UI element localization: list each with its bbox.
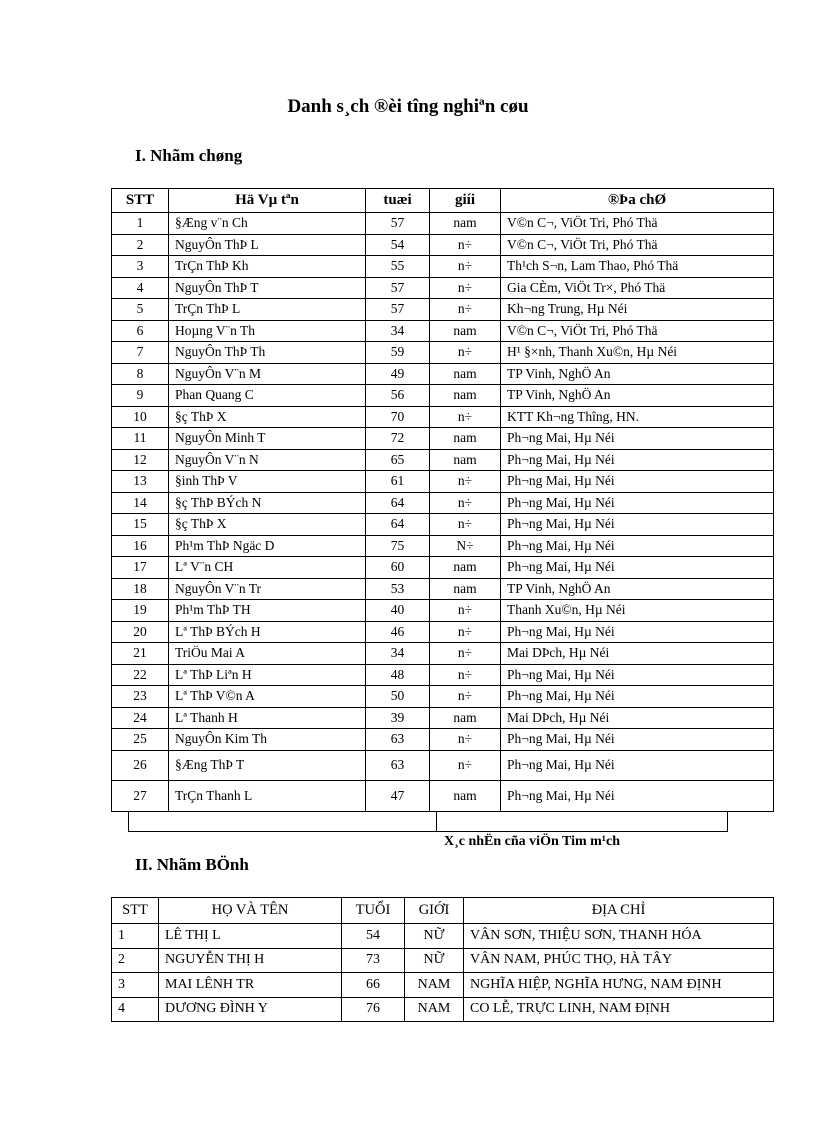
table-row (112, 600, 774, 622)
cell-name: Lª ThÞ V©n A (169, 686, 366, 708)
cell-name: Ph¹m ThÞ Ngäc D (169, 535, 366, 557)
cell-gender: n÷ (430, 342, 501, 364)
table-row (112, 578, 774, 600)
page-title: Danh s¸ch ®èi tîng nghiªn cøu (287, 96, 529, 117)
cell-name: NguyÔn Kim Th (169, 729, 366, 751)
cell-age: 47 (366, 780, 430, 811)
table-row (112, 492, 774, 514)
header-stt: STT (112, 189, 169, 213)
cell-address: Ph¬ng Mai, Hµ Néi (501, 492, 774, 514)
cell-gender: nam (430, 213, 501, 235)
cell-address: Ph¬ng Mai, Hµ Néi (501, 428, 774, 450)
cell-name: Ph¹m ThÞ TH (169, 600, 366, 622)
cell-stt: 24 (112, 707, 169, 729)
cell-stt: 1 (112, 213, 169, 235)
cell-age: 70 (366, 406, 430, 428)
control-group-table (111, 188, 774, 812)
cell-stt: 5 (112, 299, 169, 321)
cell-age: 54 (342, 924, 405, 949)
cell-address: Ph¬ng Mai, Hµ Néi (501, 750, 774, 780)
table-row (112, 256, 774, 278)
cell-gender: n÷ (430, 729, 501, 751)
cell-age: 50 (366, 686, 430, 708)
cell-address: Ph¬ng Mai, Hµ Néi (501, 514, 774, 536)
section-2-heading: II. Nhãm BÖnh (135, 855, 249, 874)
cell-name: §ç ThÞ X (169, 406, 366, 428)
cell-gender: NAM (405, 997, 464, 1022)
cell-age: 34 (366, 643, 430, 665)
cell-gender: nam (430, 428, 501, 450)
cell-gender: nam (430, 320, 501, 342)
cell-age: 46 (366, 621, 430, 643)
cell-address: NGHĨA HIỆP, NGHĨA HƯNG, NAM ĐỊNH (464, 973, 774, 998)
cell-name: Hoµng V¨n Th (169, 320, 366, 342)
cell-address: Thanh Xu©n, Hµ Néi (501, 600, 774, 622)
cell-address: V©n C¬, ViÖt Tri, Phó Thä (501, 320, 774, 342)
cell-address: Ph¬ng Mai, Hµ Néi (501, 729, 774, 751)
cell-age: 72 (366, 428, 430, 450)
table-row (112, 621, 774, 643)
cell-name: Lª V¨n CH (169, 557, 366, 579)
cell-stt: 3 (112, 256, 169, 278)
header-age: tuæi (366, 189, 430, 213)
table-row (112, 750, 774, 780)
patient-group-table (111, 897, 774, 1022)
cell-stt: 27 (112, 780, 169, 811)
cell-gender: n÷ (430, 514, 501, 536)
cell-gender: nam (430, 578, 501, 600)
cell-name: NguyÔn V¨n N (169, 449, 366, 471)
table-row (112, 449, 774, 471)
cell-address: Ph¬ng Mai, Hµ Néi (501, 621, 774, 643)
table-header-row (112, 898, 774, 924)
table-row (112, 780, 774, 811)
cell-stt: 8 (112, 363, 169, 385)
table-row (112, 363, 774, 385)
cell-name: Lª Thanh H (169, 707, 366, 729)
cell-stt: 6 (112, 320, 169, 342)
cell-age: 56 (366, 385, 430, 407)
cell-gender: NỮ (405, 924, 464, 949)
cell-name: MAI LÊNH TR (159, 973, 342, 998)
cell-address: V©n C¬, ViÖt Tri, Phó Thä (501, 213, 774, 235)
cell-age: 63 (366, 750, 430, 780)
cell-name: DƯƠNG ĐÌNH Y (159, 997, 342, 1022)
cell-stt: 3 (112, 973, 159, 998)
cell-gender: nam (430, 557, 501, 579)
cell-age: 65 (366, 449, 430, 471)
cell-stt: 7 (112, 342, 169, 364)
cell-stt: 11 (112, 428, 169, 450)
cell-age: 54 (366, 234, 430, 256)
table-row (112, 514, 774, 536)
cell-age: 64 (366, 492, 430, 514)
table-row (112, 471, 774, 493)
cell-age: 73 (342, 948, 405, 973)
cell-address: Th¹ch S¬n, Lam Thao, Phó Thä (501, 256, 774, 278)
cell-age: 63 (366, 729, 430, 751)
cell-address: VÂN NAM, PHÚC THỌ, HÀ TÂY (464, 948, 774, 973)
cell-name: §Æng ThÞ T (169, 750, 366, 780)
cell-age: 49 (366, 363, 430, 385)
cell-stt: 2 (112, 948, 159, 973)
cell-address: Ph¬ng Mai, Hµ Néi (501, 780, 774, 811)
cell-stt: 1 (112, 924, 159, 949)
cell-age: 59 (366, 342, 430, 364)
cell-name: NguyÔn ThÞ T (169, 277, 366, 299)
bracket-divider (436, 811, 437, 831)
cell-gender: n÷ (430, 600, 501, 622)
cell-gender: NAM (405, 973, 464, 998)
confirmation-bracket (128, 811, 728, 832)
header-address: ®Þa chØ (501, 189, 774, 213)
table-row (112, 535, 774, 557)
header-name: HỌ VÀ TÊN (159, 898, 342, 924)
cell-name: §inh ThÞ V (169, 471, 366, 493)
cell-address: Ph¬ng Mai, Hµ Néi (501, 664, 774, 686)
cell-stt: 2 (112, 234, 169, 256)
header-gender: giíi (430, 189, 501, 213)
cell-gender: n÷ (430, 471, 501, 493)
cell-gender: nam (430, 363, 501, 385)
table-header-row (112, 189, 774, 213)
cell-age: 60 (366, 557, 430, 579)
cell-stt: 9 (112, 385, 169, 407)
cell-address: TP Vinh, NghÖ An (501, 578, 774, 600)
table-row (112, 997, 774, 1022)
table-row (112, 406, 774, 428)
cell-name: NguyÔn ThÞ Th (169, 342, 366, 364)
cell-gender: NỮ (405, 948, 464, 973)
cell-age: 39 (366, 707, 430, 729)
table-row (112, 707, 774, 729)
cell-age: 34 (366, 320, 430, 342)
cell-address: Gia CÈm, ViÖt Tr×, Phó Thä (501, 277, 774, 299)
table-row (112, 924, 774, 949)
cell-stt: 17 (112, 557, 169, 579)
cell-gender: n÷ (430, 750, 501, 780)
cell-stt: 25 (112, 729, 169, 751)
cell-name: NguyÔn V¨n Tr (169, 578, 366, 600)
cell-address: V©n C¬, ViÖt Tri, Phó Thä (501, 234, 774, 256)
cell-name: TriÖu Mai A (169, 643, 366, 665)
cell-name: §Æng v¨n Ch (169, 213, 366, 235)
table-row (112, 557, 774, 579)
cell-age: 75 (366, 535, 430, 557)
header-age: TUỔI (342, 898, 405, 924)
cell-address: Ph¬ng Mai, Hµ Néi (501, 449, 774, 471)
cell-stt: 10 (112, 406, 169, 428)
table-row (112, 729, 774, 751)
cell-gender: nam (430, 385, 501, 407)
cell-age: 48 (366, 664, 430, 686)
cell-age: 57 (366, 213, 430, 235)
cell-age: 64 (366, 514, 430, 536)
table-row (112, 385, 774, 407)
cell-address: CO LỄ, TRỰC LINH, NAM ĐỊNH (464, 997, 774, 1022)
cell-address: KTT Kh¬ng Thîng, HN. (501, 406, 774, 428)
cell-address: Mai DÞch, Hµ Néi (501, 707, 774, 729)
table-row (112, 643, 774, 665)
cell-name: Lª ThÞ Liªn H (169, 664, 366, 686)
cell-address: Ph¬ng Mai, Hµ Néi (501, 686, 774, 708)
cell-name: TrÇn ThÞ L (169, 299, 366, 321)
cell-stt: 4 (112, 277, 169, 299)
cell-name: Lª ThÞ BÝch H (169, 621, 366, 643)
cell-stt: 13 (112, 471, 169, 493)
table-row (112, 234, 774, 256)
cell-gender: n÷ (430, 277, 501, 299)
cell-address: H¹ §×nh, Thanh Xu©n, Hµ Néi (501, 342, 774, 364)
header-name: Hä Vµ tªn (169, 189, 366, 213)
cell-name: Phan Quang C (169, 385, 366, 407)
table-row (112, 686, 774, 708)
cell-gender: nam (430, 707, 501, 729)
cell-gender: n÷ (430, 664, 501, 686)
cell-stt: 18 (112, 578, 169, 600)
cell-gender: nam (430, 449, 501, 471)
cell-gender: n÷ (430, 686, 501, 708)
cell-address: VÂN SƠN, THIỆU SƠN, THANH HÓA (464, 924, 774, 949)
cell-address: Mai DÞch, Hµ Néi (501, 643, 774, 665)
table-row (112, 342, 774, 364)
cell-age: 66 (342, 973, 405, 998)
table-row (112, 948, 774, 973)
cell-gender: n÷ (430, 621, 501, 643)
cell-name: §ç ThÞ X (169, 514, 366, 536)
cell-gender: n÷ (430, 256, 501, 278)
table-row (112, 299, 774, 321)
cell-age: 57 (366, 277, 430, 299)
cell-age: 57 (366, 299, 430, 321)
cell-stt: 21 (112, 643, 169, 665)
cell-stt: 4 (112, 997, 159, 1022)
cell-gender: n÷ (430, 299, 501, 321)
header-address: ĐỊA CHỈ (464, 898, 774, 924)
cell-stt: 14 (112, 492, 169, 514)
cell-age: 76 (342, 997, 405, 1022)
cell-address: TP Vinh, NghÖ An (501, 363, 774, 385)
cell-age: 40 (366, 600, 430, 622)
cell-name: TrÇn Thanh L (169, 780, 366, 811)
header-stt: STT (112, 898, 159, 924)
cell-name: NguyÔn ThÞ L (169, 234, 366, 256)
cell-address: TP Vinh, NghÖ An (501, 385, 774, 407)
cell-address: Ph¬ng Mai, Hµ Néi (501, 535, 774, 557)
confirmation-note: X¸c nhËn cña viÖn Tim m¹ch (444, 834, 620, 849)
cell-name: LÊ THỊ L (159, 924, 342, 949)
table-row (112, 277, 774, 299)
cell-gender: n÷ (430, 234, 501, 256)
cell-age: 55 (366, 256, 430, 278)
cell-age: 61 (366, 471, 430, 493)
cell-gender: n÷ (430, 492, 501, 514)
cell-stt: 16 (112, 535, 169, 557)
cell-gender: n÷ (430, 406, 501, 428)
table-row (112, 213, 774, 235)
cell-stt: 15 (112, 514, 169, 536)
cell-address: Kh¬ng Trung, Hµ Néi (501, 299, 774, 321)
cell-name: NguyÔn V¨n M (169, 363, 366, 385)
table-row (112, 428, 774, 450)
cell-stt: 12 (112, 449, 169, 471)
cell-stt: 19 (112, 600, 169, 622)
cell-name: §ç ThÞ BÝch N (169, 492, 366, 514)
cell-name: NGUYỄN THỊ H (159, 948, 342, 973)
table-row (112, 664, 774, 686)
cell-age: 53 (366, 578, 430, 600)
cell-stt: 20 (112, 621, 169, 643)
cell-address: Ph¬ng Mai, Hµ Néi (501, 471, 774, 493)
table-row (112, 973, 774, 998)
cell-address: Ph¬ng Mai, Hµ Néi (501, 557, 774, 579)
cell-gender: n÷ (430, 643, 501, 665)
cell-stt: 23 (112, 686, 169, 708)
table-row (112, 320, 774, 342)
section-1-heading: I. Nhãm chøng (135, 146, 243, 165)
cell-name: TrÇn ThÞ Kh (169, 256, 366, 278)
cell-gender: N÷ (430, 535, 501, 557)
cell-stt: 22 (112, 664, 169, 686)
cell-stt: 26 (112, 750, 169, 780)
cell-name: NguyÔn Minh T (169, 428, 366, 450)
cell-gender: nam (430, 780, 501, 811)
header-gender: GIỚI (405, 898, 464, 924)
